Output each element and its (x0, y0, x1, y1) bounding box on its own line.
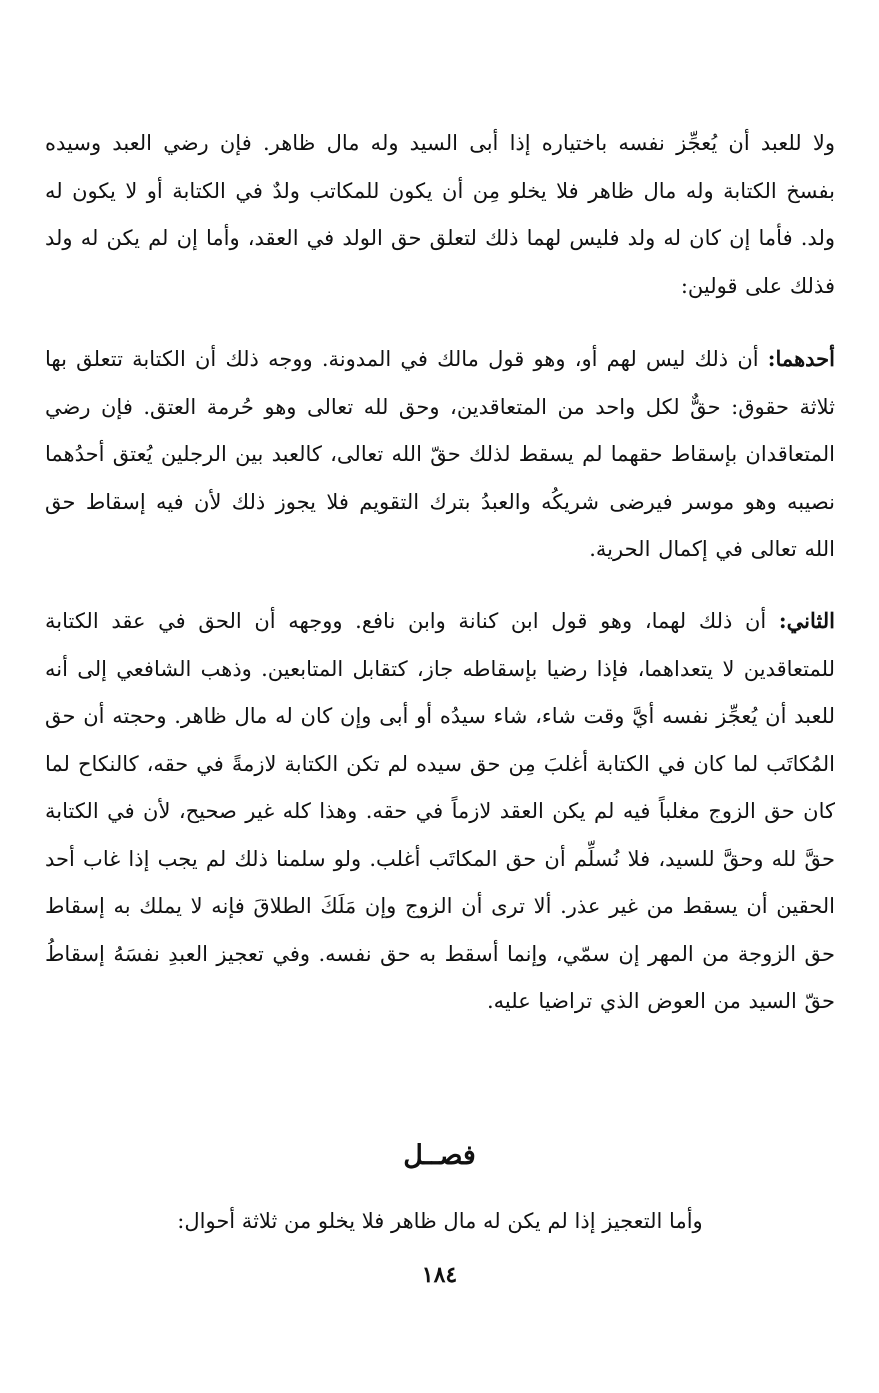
section-intro-line: وأما التعجيز إذا لم يكن له مال ظاهر فلا يخلو من ثلاثة أحوال: (177, 1209, 703, 1233)
page-number: ١٨٤ (421, 1262, 458, 1288)
paragraph-second-opinion (45, 597, 835, 1026)
paragraph-second-opinion-text: أن ذلك لهما، وهو قول ابن كنانة وابن نافع. ووجهه أن الحق في عقد الكتابة للمتعاقدين لا يتعداهما، فإذا رضيا بإسقاطه جاز، كتقابل المتابعين. وذهب الشافعي إلى أنه للعبد أن يُعجِّز نفسه أيَّ وقت شاء، شاء سيدُه أو أبى وإن كان له مال ظاهر. وحجته أن حق المُكاتَب لما كان في الكتابة أغلبَ مِن حق سيده لم تكن الكتابة لازمةً في حقه، كالنكاح لما كان حق الزوج مغلباً فيه لم يكن العقد لازماً في حقه. وهذا كله غير صحيح، لأن في الكتابة حقَّ لله وحقَّ للسيد، فلا نُسلِّم أن حق المكاتَب أغلب. ولو سلمنا ذلك لم يجب إذا غاب أحد الحقين أن يسقط من غير عذر. ألا ترى أن الزوج وإن مَلَكَ الطلاقَ فإنه لا يملك به إسقاط حق الزوجة من المهر إن سمّي، وإنما أسقط به حق نفسه. وفي تعجيز العبدِ نفسَهُ إسقاطُ حقّ السيد من العوض الذي تراضيا عليه. (45, 609, 835, 1013)
paragraph-intro (45, 120, 835, 310)
paragraph-first-opinion-lead: أحدهما: (767, 346, 835, 371)
paragraph-second-opinion-lead: الثاني: (778, 608, 835, 633)
paragraph-intro-text: ولا للعبد أن يُعجِّز نفسه باختياره إذا أبى السيد وله مال ظاهر. فإن رضي العبد وسيده بفسخ الكتابة وله مال ظاهر فلا يخلو مِن أن يكون للمكاتب ولدٌ في الكتابة أو لا يكون له ولد. فأما إن كان له ولد فليس لهما ذلك لتعلق حق الولد في العقد، وأما إن لم يكن له ولد فذلك على قولين: (45, 131, 835, 298)
paragraph-first-opinion-text: أن ذلك ليس لهم أو، وهو قول مالك في المدونة. ووجه ذلك أن الكتابة تتعلق بها ثلاثة حقوق: حقٌّ لكل واحد من المتعاقدين، وحق لله تعالى وهو حُرمة العتق. فإن رضي المتعاقدان بإسقاط حقهما لم يسقط لذلك حقّ الله تعالى، كالعبد بين الرجلين يُعتق أحدُهما نصيبه وهو موسر فيرضى شريكُه والعبدُ بترك التقويم فلا يجوز ذلك لأن فيه إسقاط حق الله تعالى في إكمال الحرية. (45, 347, 835, 561)
paragraph-first-opinion (45, 335, 835, 574)
section-heading: فصــل (403, 1140, 476, 1171)
